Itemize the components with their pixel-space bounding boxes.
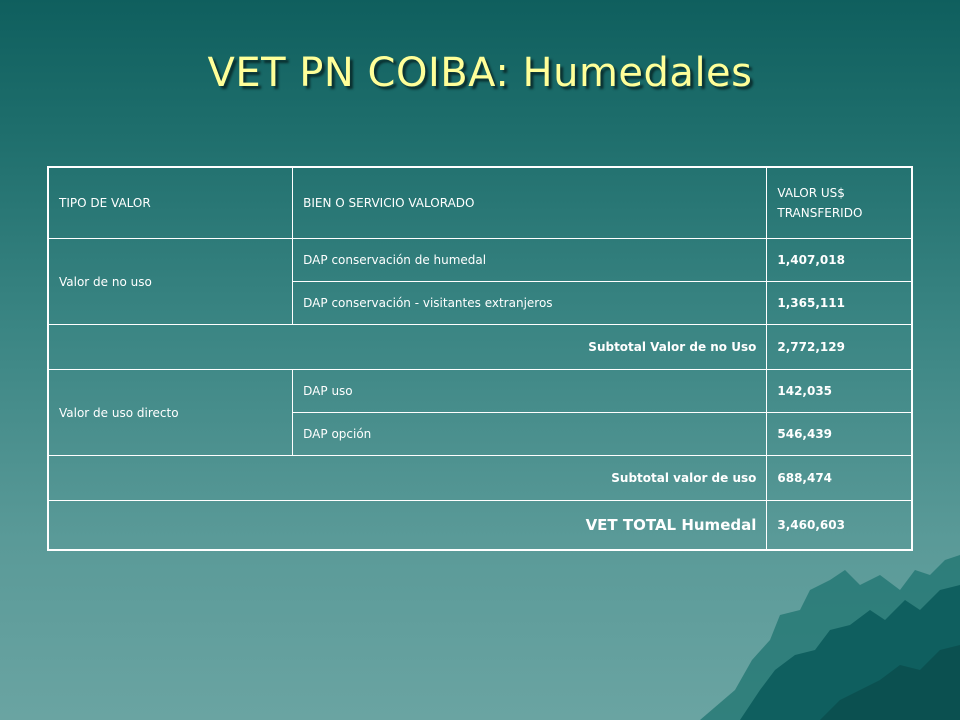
group1-subtotal-label: Subtotal Valor de no Uso [48, 325, 767, 370]
group1-subtotal-value: 2,772,129 [767, 325, 912, 370]
total-label: VET TOTAL Humedal [48, 501, 767, 551]
group2-row2-service: DAP opción [293, 413, 767, 456]
group1-row1-service: DAP conservación de humedal [293, 239, 767, 282]
group2-subtotal-value: 688,474 [767, 456, 912, 501]
group2-subtotal-label: Subtotal valor de uso [48, 456, 767, 501]
header-valor-transferido: VALOR US$ TRANSFERIDO [767, 167, 912, 239]
group2-row1-service: DAP uso [293, 370, 767, 413]
table-row [48, 370, 912, 413]
group2-row1-value: 142,035 [767, 370, 912, 413]
subtotal-row [48, 456, 912, 501]
group1-type: Valor de no uso [48, 239, 293, 325]
total-row [48, 501, 912, 551]
header-bien-servicio: BIEN O SERVICIO VALORADO [293, 167, 767, 239]
valuation-table [47, 166, 913, 551]
header-tipo-valor: TIPO DE VALOR [48, 167, 293, 239]
group2-row2-value: 546,439 [767, 413, 912, 456]
table-row [48, 239, 912, 282]
page-title: VET PN COIBA: Humedales [207, 50, 753, 96]
group2-type: Valor de uso directo [48, 370, 293, 456]
group1-row2-value: 1,365,111 [767, 282, 912, 325]
group1-row1-value: 1,407,018 [767, 239, 912, 282]
table-header-row [48, 167, 912, 239]
subtotal-row [48, 325, 912, 370]
group1-row2-service: DAP conservación - visitantes extranjeros [293, 282, 767, 325]
total-value: 3,460,603 [767, 501, 912, 551]
